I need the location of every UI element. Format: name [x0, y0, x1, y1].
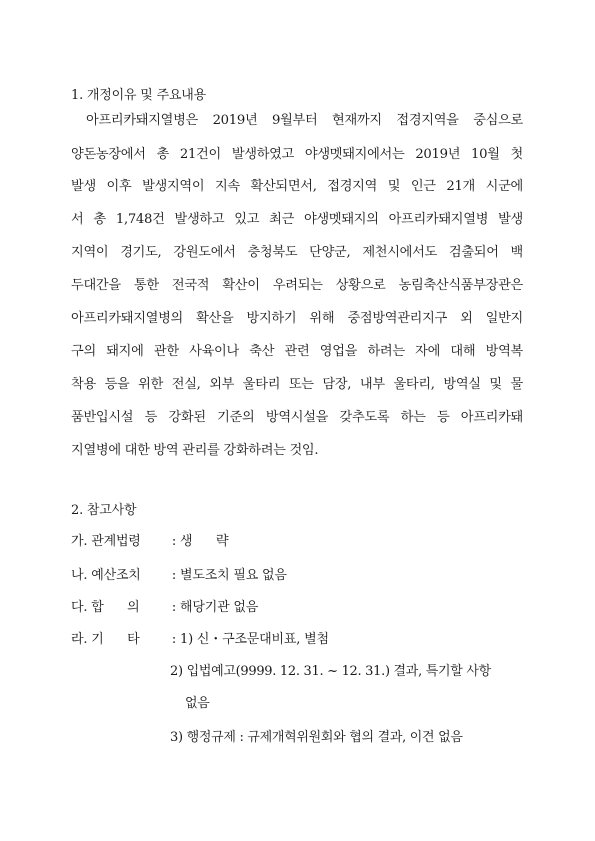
body-line-7: 아프리카돼지열병의 확산을 방지하기 위해 중점방역관리지구 외 일반지 [71, 311, 523, 326]
reference-colon: : [168, 600, 181, 615]
reference-value: 별도조치 필요 없음 [180, 568, 287, 583]
reference-label: 나. 예산조치 [71, 568, 141, 583]
reference-item-budget [71, 568, 287, 584]
reference-label: 라. 기 타 [71, 632, 140, 647]
body-line-5: 지역이 경기도, 강원도에서 충청북도 단양군, 제천시에서도 검출되어 백 [71, 245, 523, 260]
reference-value: 해당기관 없음 [180, 600, 259, 615]
note-2-line-1: 2) 입법예고(9999. 12. 31. ~ 12. 31.) 결과, 특기할 사항 [170, 664, 491, 679]
reference-item-related-laws [71, 534, 228, 550]
body-line-4: 서 총 1,748건 발생하고 있고 최근 야생멧돼지의 아프리카돼지열병 발생 [71, 212, 523, 227]
reference-colon: : [168, 568, 181, 583]
body-line-3: 발생 이후 발생지역이 지속 확산되면서, 접경지역 및 인근 21개 시군에 [71, 179, 523, 194]
body-line-11: 지열병에 대한 방역 관리를 강화하려는 것임. [71, 443, 319, 458]
reference-label: 다. 합 의 [71, 600, 140, 615]
section-2-heading: 2. 참고사항 [71, 503, 137, 518]
note-2-line-2: 없음 [185, 696, 210, 711]
reference-colon: : [168, 632, 181, 647]
section-1-heading: 1. 개정이유 및 주요내용 [71, 88, 207, 103]
body-line-9: 착용 등을 위한 전실, 외부 울타리 또는 담장, 내부 울타리, 방역실 및 물 [71, 377, 523, 392]
body-line-10: 품반입시설 등 강화된 기준의 방역시설을 갖추도록 하는 등 아프리카돼 [71, 410, 523, 425]
note-3: 3) 행정규제 : 규제개혁위원회와 협의 결과, 이견 없음 [170, 730, 463, 745]
reference-label: 가. 관계법령 [71, 534, 141, 549]
reference-item-consultation [71, 600, 258, 616]
body-line-2: 양돈농장에서 총 21건이 발생하였고 야생멧돼지에서는 2019년 10월 첫 [71, 147, 523, 162]
body-line-6: 두대간을 통한 전국적 확산이 우려되는 상황으로 농림축산식품부장관은 [71, 278, 523, 293]
reference-value: 생 략 [180, 534, 229, 549]
reference-item-other [71, 632, 329, 648]
body-line-8: 구의 돼지에 관한 사육이나 축산 관련 영업을 하려는 자에 대해 방역복 [71, 344, 523, 359]
reference-colon: : [168, 534, 181, 549]
body-line-1: 아프리카돼지열병은 2019년 9월부터 현재까지 접경지역을 중심으로 [86, 113, 523, 128]
reference-value: 1) 신・구조문대비표, 별첨 [180, 632, 329, 647]
